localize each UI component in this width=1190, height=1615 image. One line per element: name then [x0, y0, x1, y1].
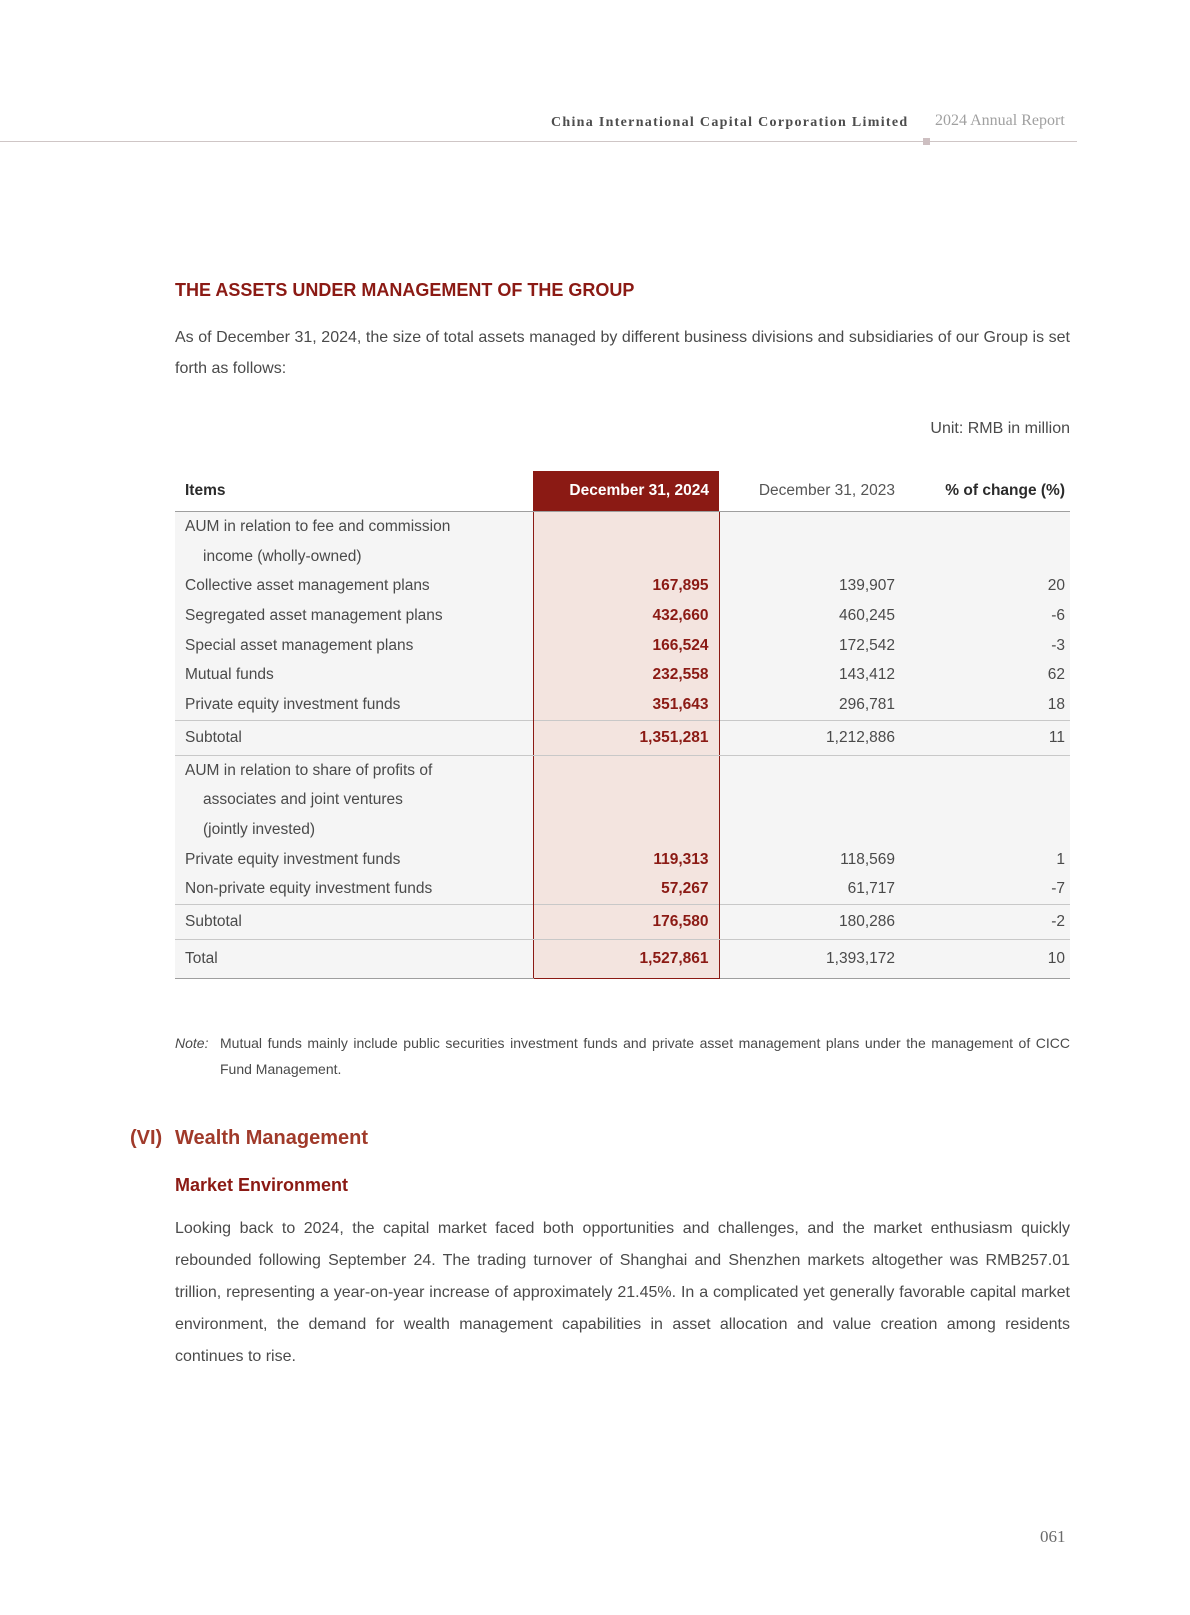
table-header-row: [175, 471, 1070, 512]
group1-label-cont: income (wholly-owned): [175, 542, 533, 572]
row-item: Segregated asset management plans: [175, 601, 533, 631]
group-label-row: [175, 786, 1070, 816]
row-item: Mutual funds: [175, 660, 533, 690]
total-label: Total: [175, 940, 533, 979]
note-label: Note:: [175, 1035, 209, 1051]
row-item: Non-private equity investment funds: [175, 875, 533, 905]
row-change: 62: [905, 660, 1070, 690]
row-value-2023: 118,569: [719, 845, 905, 875]
table-row: [175, 660, 1070, 690]
row-value-2024: 57,267: [533, 875, 719, 905]
group-label-row: [175, 755, 1070, 785]
subtotal-label: Subtotal: [175, 905, 533, 940]
subtotal-row: [175, 905, 1070, 940]
row-item: Special asset management plans: [175, 631, 533, 661]
row-item: Collective asset management plans: [175, 571, 533, 601]
unit-label: Unit: RMB in million: [930, 420, 1070, 437]
header-dec-2023: December 31, 2023: [719, 471, 905, 512]
intro-paragraph: As of December 31, 2024, the size of total assets managed by different business divisions and subsidiaries of our Group is set forth as follows:: [175, 329, 1070, 377]
subtotal-change: -2: [905, 905, 1070, 940]
row-change: 1: [905, 845, 1070, 875]
subtotal-value-2023: 1,212,886: [719, 720, 905, 755]
group2-label-cont: (jointly invested): [175, 815, 533, 845]
table-row: [175, 690, 1070, 720]
row-value-2024: 232,558: [533, 660, 719, 690]
group-label-row: [175, 542, 1070, 572]
table-row: [175, 845, 1070, 875]
group2-label-cont: associates and joint ventures: [175, 786, 533, 816]
subtotal-value-2023: 180,286: [719, 905, 905, 940]
header-marker: [923, 138, 930, 145]
group1-label: AUM in relation to fee and commission: [175, 512, 533, 542]
note-text: Mutual funds mainly include public securities investment funds and private asset management plans under the management of CICC Fund Management.: [220, 1035, 1070, 1077]
row-value-2024: 432,660: [533, 601, 719, 631]
header-company: China International Capital Corporation Limited: [551, 115, 909, 130]
row-item: Private equity investment funds: [175, 845, 533, 875]
table-row: [175, 631, 1070, 661]
wealth-section-title: Wealth Management: [175, 1127, 368, 1149]
row-change: -6: [905, 601, 1070, 631]
header-dec-2024: December 31, 2024: [533, 471, 719, 512]
group-label-row: [175, 512, 1070, 542]
row-value-2023: 460,245: [719, 601, 905, 631]
market-environment-paragraph: Looking back to 2024, the capital market faced both opportunities and challenges, and the market enthusiasm quickly rebounded following September 24. The trading turnover of Shanghai and Shenzhen markets altogether was RMB257.01 trillion, representing a year-on-year increase of approximately 21.45%. In a complicated yet generally favorable capital market environment, the demand for wealth management capabilities in asset allocation and value creation among residents continues to rise.: [175, 1220, 1070, 1365]
row-change: 20: [905, 571, 1070, 601]
table-note: [175, 1030, 1070, 1082]
group-label-row: [175, 815, 1070, 845]
header-divider: [0, 141, 1077, 142]
row-value-2023: 61,717: [719, 875, 905, 905]
row-value-2024: 351,643: [533, 690, 719, 720]
table-row: [175, 875, 1070, 905]
section-number: (VI): [130, 1127, 163, 1149]
subtotal-label: Subtotal: [175, 720, 533, 755]
row-change: -3: [905, 631, 1070, 661]
page-number: 061: [1040, 1527, 1066, 1546]
aum-table: [175, 471, 1070, 979]
row-value-2023: 172,542: [719, 631, 905, 661]
subtotal-change: 11: [905, 720, 1070, 755]
row-change: -7: [905, 875, 1070, 905]
subtotal-row: [175, 720, 1070, 755]
group2-label: AUM in relation to share of profits of: [175, 755, 533, 785]
subtotal-value-2024: 1,351,281: [533, 720, 719, 755]
header-report-title: 2024 Annual Report: [935, 112, 1065, 129]
section-title: THE ASSETS UNDER MANAGEMENT OF THE GROUP: [175, 280, 635, 300]
row-value-2024: 166,524: [533, 631, 719, 661]
subtotal-value-2024: 176,580: [533, 905, 719, 940]
row-value-2023: 296,781: [719, 690, 905, 720]
total-change: 10: [905, 940, 1070, 979]
row-value-2024: 167,895: [533, 571, 719, 601]
row-change: 18: [905, 690, 1070, 720]
row-value-2023: 139,907: [719, 571, 905, 601]
row-value-2023: 143,412: [719, 660, 905, 690]
row-value-2024: 119,313: [533, 845, 719, 875]
table-row: [175, 571, 1070, 601]
total-row: [175, 940, 1070, 979]
total-value-2023: 1,393,172: [719, 940, 905, 979]
total-value-2024: 1,527,861: [533, 940, 719, 979]
market-environment-title: Market Environment: [175, 1175, 349, 1195]
header-change: % of change (%): [905, 471, 1070, 512]
row-item: Private equity investment funds: [175, 690, 533, 720]
header-items: Items: [175, 471, 533, 512]
table-row: [175, 601, 1070, 631]
